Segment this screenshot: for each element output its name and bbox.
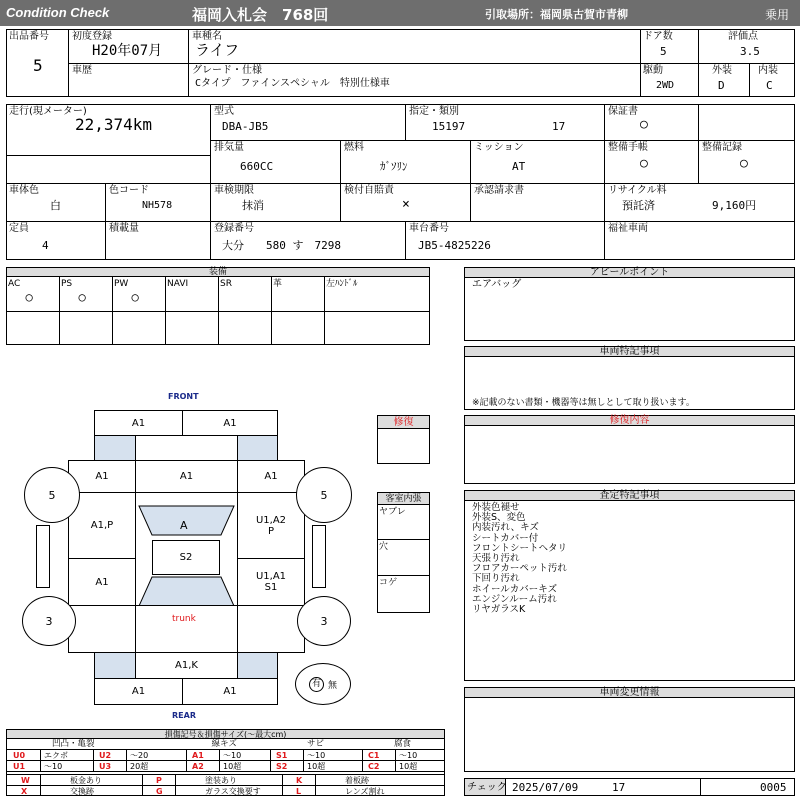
legend-group: 凹凸・亀裂 bbox=[52, 739, 95, 749]
drive-label: 駆動 bbox=[643, 65, 663, 76]
doors-label: ドア数 bbox=[643, 31, 673, 42]
mission-label: ミッション bbox=[474, 142, 524, 153]
legend-code: X bbox=[21, 787, 28, 796]
rear-bumper-left[interactable]: A1 bbox=[94, 678, 183, 705]
assessment-line: 内装汚れ、キズ bbox=[472, 522, 539, 534]
rear-label: REAR bbox=[172, 711, 196, 720]
changes-panel bbox=[464, 687, 795, 772]
mileage-value: 22,374km bbox=[75, 115, 153, 134]
legend-code: L bbox=[296, 787, 302, 796]
changes-title: 車両変更情報 bbox=[465, 688, 794, 698]
special-title: 車両特記事項 bbox=[465, 347, 794, 357]
recycle-status: 預託済 bbox=[622, 199, 655, 212]
legend-group: 線キズ bbox=[211, 739, 237, 749]
front-door-right[interactable]: U1,A2 P bbox=[237, 492, 305, 559]
equipment-label-6: 左ﾊﾝﾄﾞﾙ bbox=[326, 279, 358, 289]
hood[interactable]: A1 bbox=[135, 460, 238, 493]
body-color-value: 白 bbox=[50, 199, 61, 212]
displacement-value: 660CC bbox=[240, 160, 274, 173]
headlight-left bbox=[94, 435, 136, 461]
headlight-right bbox=[237, 435, 278, 461]
legend-group: サビ bbox=[307, 739, 325, 749]
capacity-label: 定員 bbox=[9, 223, 29, 234]
cabin-row-hole: 穴 bbox=[379, 542, 389, 552]
tire-rear-left[interactable]: 3 bbox=[22, 596, 76, 646]
designation-label: 指定・類別 bbox=[409, 106, 459, 117]
tailgate[interactable]: A1,K bbox=[135, 652, 238, 679]
designation-value1: 15197 bbox=[432, 120, 466, 133]
exterior-label: 外装 bbox=[712, 65, 732, 76]
assessment-line: フロアカーペット汚れ bbox=[472, 563, 567, 575]
equipment-title: 装備 bbox=[7, 268, 429, 277]
legend-desc: 〜10 bbox=[399, 751, 418, 760]
legend-code: W bbox=[21, 776, 30, 785]
trunk-label: trunk bbox=[172, 614, 196, 624]
equipment-value-2: ○ bbox=[131, 290, 139, 304]
fuel-value: ｶﾞｿﾘﾝ bbox=[380, 160, 408, 173]
legend-code: P bbox=[156, 776, 162, 785]
rear-quarter bbox=[68, 605, 305, 653]
check-code: 0005 bbox=[760, 781, 787, 794]
body-color-label: 車体色 bbox=[9, 185, 39, 196]
drive-value: 2WD bbox=[656, 80, 675, 91]
cabin-row-tear: ヤブレ bbox=[379, 507, 406, 517]
rear-door-left[interactable]: A1 bbox=[68, 558, 136, 606]
first-reg-value: H20年07月 bbox=[92, 43, 163, 59]
assessment-line: フロントシートヘタリ bbox=[472, 542, 568, 554]
car-name-label: 車種名 bbox=[192, 31, 222, 42]
legend-desc: 〜10 bbox=[307, 751, 326, 760]
legend-desc: 交換跡 bbox=[70, 787, 94, 796]
assessment-line: ホイールカバーキズ bbox=[472, 583, 558, 595]
legend-title: 損傷記号＆損傷サイズ(〜最大cm) bbox=[7, 730, 444, 739]
legend-desc: 着板跡 bbox=[345, 776, 369, 785]
manual-label: 整備手帳 bbox=[608, 142, 648, 153]
legend-desc: 10超 bbox=[399, 762, 418, 771]
special-note: ※記載のない書類・機器等は無しとして取り扱います。 bbox=[472, 398, 695, 408]
legend-desc: レンズ割れ bbox=[345, 787, 385, 796]
record-value: ○ bbox=[740, 156, 748, 171]
score-value: 3.5 bbox=[740, 45, 760, 58]
plate-label: 登録番号 bbox=[214, 223, 254, 234]
front-label: FRONT bbox=[168, 392, 199, 401]
legend-group: 腐食 bbox=[394, 739, 412, 749]
spare-yes: 有 bbox=[309, 677, 324, 692]
equipment-label-2: PW bbox=[114, 279, 129, 289]
legend-code: K bbox=[296, 776, 303, 785]
plate-value: 大分 580 す 7298 bbox=[222, 239, 341, 252]
inspection-value: 抹消 bbox=[242, 199, 264, 212]
assessment-line: シートカバー付 bbox=[472, 532, 539, 544]
legend-desc: 10超 bbox=[223, 762, 242, 771]
model-value: DBA-JB5 bbox=[222, 120, 269, 133]
legend-desc: 〜10 bbox=[44, 762, 63, 771]
interior-value: C bbox=[766, 79, 773, 92]
interior-label: 内装 bbox=[758, 65, 778, 76]
tire-rear-right[interactable]: 3 bbox=[297, 596, 351, 646]
rear-door-right[interactable]: U1,A1 S1 bbox=[237, 558, 305, 606]
capacity-value: 4 bbox=[42, 239, 49, 252]
legend-code: U1 bbox=[13, 762, 26, 771]
auction-name: 福岡入札会 768回 bbox=[192, 6, 329, 24]
appeal-title: アピールポイント bbox=[465, 268, 794, 278]
inspection-label: 車検期限 bbox=[214, 185, 254, 196]
legend-code: G bbox=[156, 787, 163, 796]
recycle-label: リサイクル料 bbox=[608, 185, 667, 196]
cabin-row-burn: コゲ bbox=[379, 578, 398, 588]
fender-left[interactable]: A1 bbox=[68, 460, 136, 493]
equipment-label-1: PS bbox=[61, 279, 73, 289]
fuel-label: 燃料 bbox=[344, 142, 364, 153]
legend-desc: ガラス交換要す bbox=[205, 787, 261, 796]
legend-desc: 20超 bbox=[130, 762, 149, 771]
spare-none: 無 bbox=[328, 681, 338, 691]
front-grille bbox=[135, 435, 238, 461]
windshield[interactable]: A bbox=[180, 519, 188, 532]
taillight-left bbox=[94, 652, 136, 679]
legend-desc: 塗装あり bbox=[205, 776, 237, 785]
header-title: Condition Check bbox=[6, 5, 110, 20]
legend-desc: エクボ bbox=[44, 751, 68, 760]
assessment-line: 外装S、変色 bbox=[472, 512, 526, 524]
assessment-line: エンジンルーム汚れ bbox=[472, 593, 557, 605]
color-code-value: NH578 bbox=[142, 200, 173, 211]
score-label: 評価点 bbox=[728, 31, 758, 42]
legend-code: U0 bbox=[13, 751, 26, 760]
recycle-amount: 9,160円 bbox=[712, 199, 757, 212]
mission-value: AT bbox=[512, 160, 526, 173]
chassis-value: JB5-4825226 bbox=[418, 239, 491, 252]
assessment-line: 下回り汚れ bbox=[472, 573, 520, 585]
pickup-location: 引取場所：福岡県古賀市青柳 bbox=[485, 8, 628, 21]
first-reg-label: 初度登録 bbox=[72, 31, 112, 42]
equipment-label-3: NAVI bbox=[167, 279, 189, 289]
cabin-title: 客室内張 bbox=[378, 493, 429, 505]
check-date: 2025/07/09 bbox=[512, 781, 579, 794]
manual-value: ○ bbox=[640, 156, 648, 171]
record-label: 整備記録 bbox=[702, 142, 742, 153]
header-bar bbox=[0, 0, 800, 26]
check-num: 17 bbox=[612, 781, 626, 794]
taillight-right bbox=[237, 652, 278, 679]
repair-content-title: 修復内容 bbox=[465, 416, 794, 426]
legend-code: U2 bbox=[99, 751, 112, 760]
tire-front-left[interactable]: 5 bbox=[24, 467, 80, 523]
fender-right[interactable]: A1 bbox=[237, 460, 305, 493]
insurance-value: × bbox=[402, 197, 410, 212]
equipment-label-0: AC bbox=[8, 279, 21, 289]
legend-desc: 〜20 bbox=[130, 751, 149, 760]
rear-bumper-right[interactable]: A1 bbox=[182, 678, 278, 705]
warranty-value: ○ bbox=[640, 117, 648, 132]
legend-code: C2 bbox=[368, 762, 380, 771]
grade-value: Cタイプ ファインスペシャル 特別仕様車 bbox=[195, 78, 390, 89]
front-door-left[interactable]: A1,P bbox=[68, 492, 136, 559]
equipment-label-4: SR bbox=[220, 279, 232, 289]
legend-code: U3 bbox=[99, 762, 112, 771]
roof[interactable]: S2 bbox=[152, 540, 220, 575]
doors-value: 5 bbox=[660, 45, 667, 58]
car-name-value: ライフ bbox=[195, 41, 240, 59]
equipment-value-1: ○ bbox=[78, 290, 86, 304]
load-label: 積載量 bbox=[109, 223, 139, 234]
warranty-label: 保証書 bbox=[608, 106, 638, 117]
lot-number: 5 bbox=[33, 56, 43, 75]
mileage-label: 走行(現メーター) bbox=[9, 106, 87, 117]
assessment-line: 外装色褪せ bbox=[472, 502, 520, 513]
category: 乗用 bbox=[765, 8, 790, 22]
repair-title: 修復 bbox=[378, 416, 429, 429]
assessment-line: 天張り汚れ bbox=[472, 553, 520, 564]
exterior-value: D bbox=[718, 79, 725, 92]
equipment-value-0: ○ bbox=[25, 290, 33, 304]
approval-label: 承認請求書 bbox=[474, 185, 524, 196]
legend-desc: 板金あり bbox=[70, 776, 102, 785]
mirror-right bbox=[312, 525, 326, 588]
history-label: 車歴 bbox=[72, 65, 92, 76]
legend-code: C1 bbox=[368, 751, 380, 760]
check-label: チェック bbox=[467, 782, 507, 793]
displacement-label: 排気量 bbox=[214, 142, 244, 153]
front-bumper-right[interactable]: A1 bbox=[182, 410, 278, 436]
mirror-left bbox=[36, 525, 50, 588]
front-bumper-left[interactable]: A1 bbox=[94, 410, 183, 436]
lot-label: 出品番号 bbox=[9, 31, 49, 42]
assessment-line: リヤガラスK bbox=[472, 604, 526, 615]
equipment-label-5: 革 bbox=[273, 279, 283, 289]
legend-code: S1 bbox=[276, 751, 288, 760]
legend-code: A2 bbox=[192, 762, 204, 771]
rear-window-shape bbox=[139, 577, 234, 606]
legend-code: A1 bbox=[192, 751, 204, 760]
color-code-label: 色コード bbox=[109, 185, 149, 196]
insurance-label: 検付自賠責 bbox=[344, 185, 394, 196]
appeal-text: エアバッグ bbox=[472, 279, 522, 290]
chassis-label: 車台番号 bbox=[409, 223, 449, 234]
legend-desc: 〜10 bbox=[223, 751, 242, 760]
legend-desc: 10超 bbox=[307, 762, 326, 771]
legend-code: S2 bbox=[276, 762, 288, 771]
welfare-label: 福祉車両 bbox=[608, 223, 648, 234]
tire-front-right[interactable]: 5 bbox=[296, 467, 352, 523]
grade-label: グレード・仕様 bbox=[192, 65, 262, 76]
model-label: 型式 bbox=[214, 106, 234, 117]
designation-value2: 17 bbox=[552, 120, 566, 133]
assessment-title: 査定特記事項 bbox=[465, 491, 794, 501]
